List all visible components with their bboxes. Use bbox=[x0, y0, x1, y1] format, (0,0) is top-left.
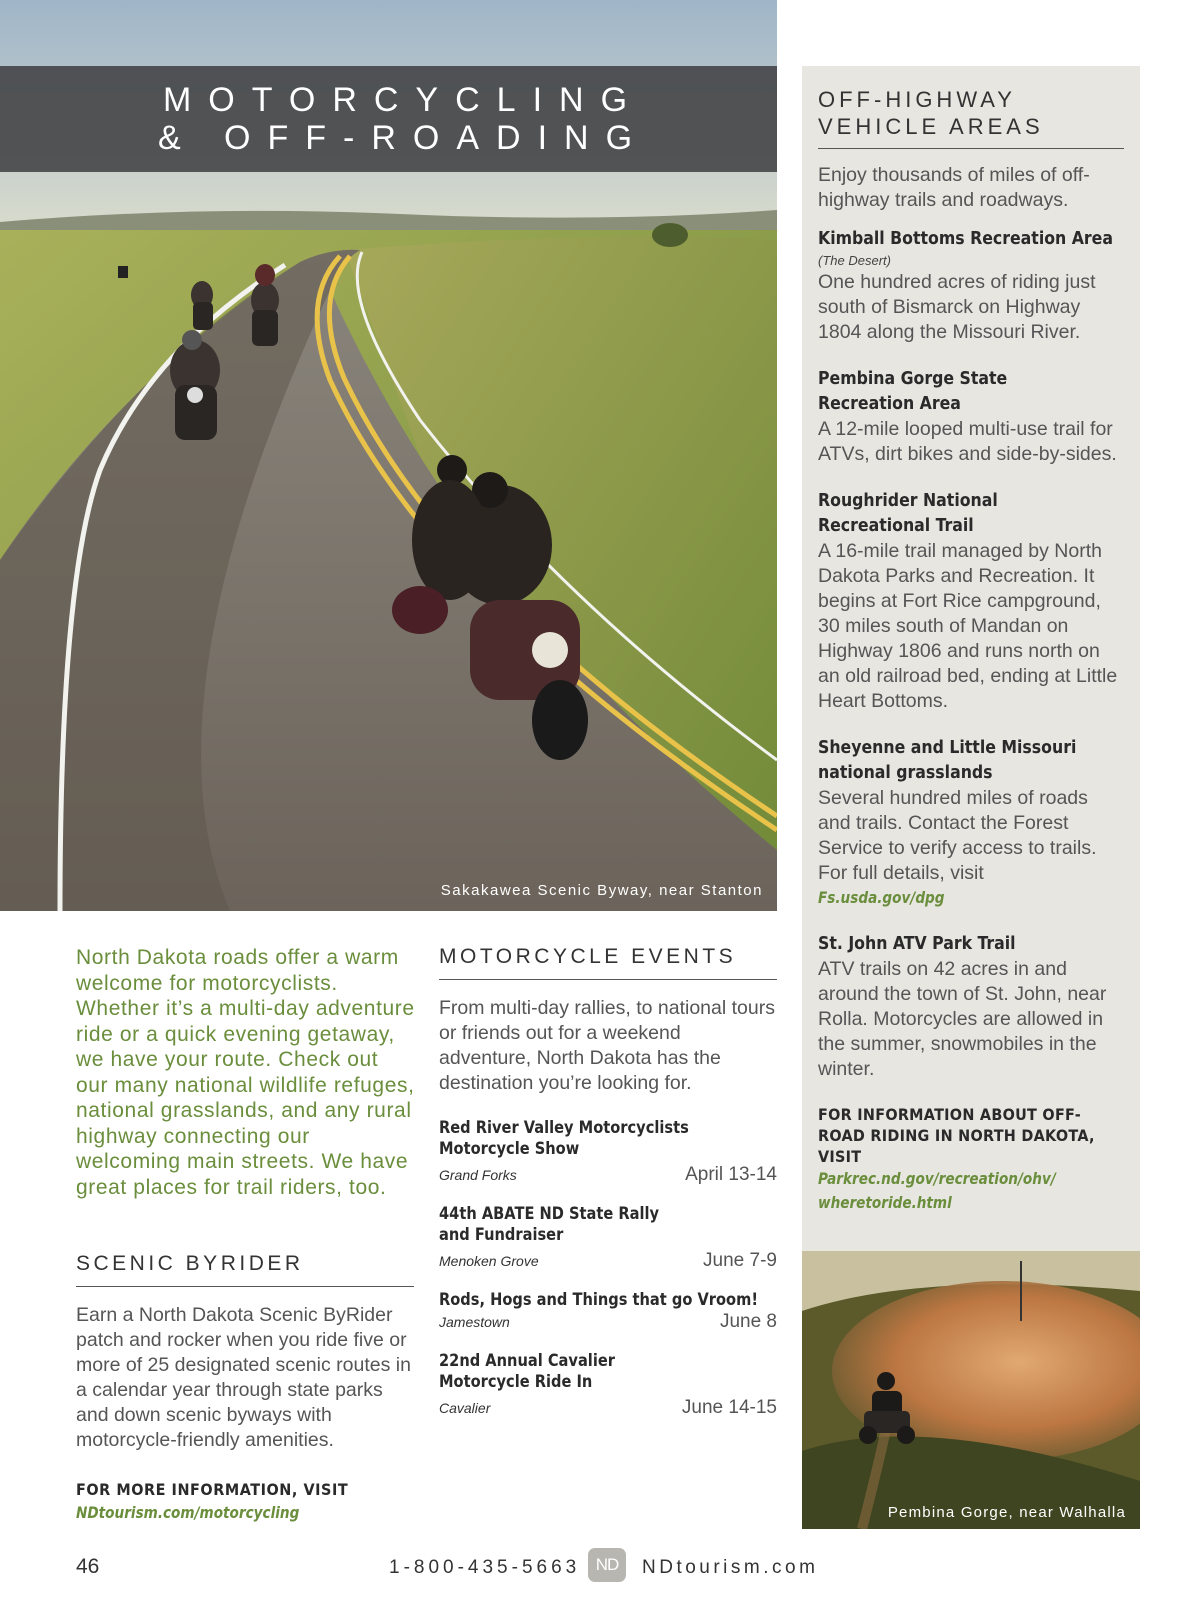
events-heading: MOTORCYCLE EVENTS bbox=[439, 945, 777, 980]
event-item bbox=[439, 1351, 777, 1419]
area-description: ATV trails on 42 acres in and around the town of St. John, near Rolla. Motorcycles are allowed in the summer, snowmobiles in the winter. bbox=[818, 958, 1107, 1080]
event-location: Cavalier bbox=[439, 1400, 491, 1416]
ndtourism-motorcycling-link[interactable]: NDtourism.com/motorcycling bbox=[76, 1503, 300, 1522]
event-date: June 8 bbox=[719, 1311, 777, 1332]
events-intro: From multi-day rallies, to national tours or friends out for a weekend adventure, North Dakota has the destination you’re looking for. bbox=[439, 997, 775, 1094]
area-title: Pembina Gorge State Recreation Area bbox=[818, 369, 1008, 414]
area-entry bbox=[818, 932, 1124, 1082]
footer-website[interactable]: NDtourism.com bbox=[642, 1557, 819, 1578]
usda-link[interactable]: Fs.usda.gov/dpg bbox=[818, 888, 945, 907]
event-location: Menoken Grove bbox=[439, 1253, 539, 1269]
area-entry bbox=[818, 227, 1124, 345]
event-item bbox=[439, 1118, 777, 1186]
event-date: June 7-9 bbox=[703, 1250, 777, 1271]
parkrec-link-line1[interactable]: Parkrec.nd.gov/recreation/ohv/ bbox=[818, 1169, 1056, 1188]
event-location: Jamestown bbox=[439, 1314, 510, 1330]
event-title: Rods, Hogs and Things that go Vroom! bbox=[439, 1290, 758, 1310]
area-description: Several hundred miles of roads and trails. Contact the Forest Service to verify access to trails. For full details, visit bbox=[818, 787, 1097, 884]
event-item bbox=[439, 1204, 777, 1272]
area-description: A 16-mile trail managed by North Dakota Parks and Recreation. It begins at Fort Rice campground, 30 miles south of Mandan on Highway 1806 and runs north on an old railroad bed, ending at Little Heart Bottoms. bbox=[818, 540, 1118, 712]
event-date: April 13-14 bbox=[685, 1164, 777, 1185]
area-entry bbox=[818, 489, 1124, 714]
atv-dust-illustration bbox=[802, 1251, 1140, 1529]
area-description: One hundred acres of riding just south of Bismarck on Highway 1804 along the Missouri River. bbox=[818, 271, 1096, 343]
parkrec-link-line2[interactable]: wheretoride.html bbox=[818, 1193, 952, 1212]
hero-photo-caption: Sakakawea Scenic Byway, near Stanton bbox=[440, 882, 763, 899]
area-title: Kimball Bottoms Recreation Area bbox=[818, 229, 1113, 249]
hero-photo bbox=[0, 0, 777, 911]
event-date: June 14-15 bbox=[681, 1397, 777, 1418]
area-description: A 12-mile looped multi-use trail for ATVs, dirt bikes and side-by-sides. bbox=[818, 418, 1117, 465]
atv-photo bbox=[802, 1251, 1140, 1529]
motorcycle-events-section bbox=[439, 945, 777, 1437]
offroad-info-title: FOR INFORMATION ABOUT OFF-ROAD RIDING IN NORTH DAKOTA, VISIT bbox=[818, 1105, 1095, 1166]
off-highway-sidebar bbox=[802, 66, 1140, 1251]
nd-logo: ND bbox=[588, 1548, 626, 1582]
area-title: Sheyenne and Little Missouri national grasslands bbox=[818, 738, 1077, 783]
area-title: Roughrider National Recreational Trail bbox=[818, 491, 998, 536]
title-banner bbox=[0, 66, 777, 172]
event-title: Red River Valley Motorcyclists Motorcycle Show bbox=[439, 1118, 689, 1159]
event-location: Grand Forks bbox=[439, 1167, 517, 1183]
area-entry bbox=[818, 367, 1124, 467]
area-subtitle: (The Desert) bbox=[818, 253, 891, 268]
sidebar-intro: Enjoy thousands of miles of off-highway trails and roadways. bbox=[818, 164, 1090, 211]
scenic-body: Earn a North Dakota Scenic ByRider patch and rocker when you ride five or more of 25 designated scenic routes in a calendar year through state parks and down scenic byways with motorcycle-friendly amenities. bbox=[76, 1304, 411, 1451]
footer-phone[interactable]: 1-800-435-5663 bbox=[389, 1557, 581, 1578]
more-info-title: FOR MORE INFORMATION, VISIT bbox=[76, 1480, 349, 1499]
event-title: 44th ABATE ND State Rally and Fundraiser bbox=[439, 1204, 660, 1245]
atv-photo-caption: Pembina Gorge, near Walhalla bbox=[887, 1504, 1126, 1521]
page-number: 46 bbox=[76, 1555, 100, 1578]
sidebar-heading: OFF-HIGHWAY VEHICLE AREAS bbox=[818, 86, 1124, 149]
area-entry bbox=[818, 736, 1124, 910]
scenic-byrider-section bbox=[76, 1252, 414, 1525]
scenic-heading: SCENIC BYRIDER bbox=[76, 1252, 414, 1287]
event-title: 22nd Annual Cavalier Motorcycle Ride In bbox=[439, 1351, 615, 1392]
page-title-line1: MOTORCYCLING bbox=[162, 81, 645, 119]
area-title: St. John ATV Park Trail bbox=[818, 934, 1016, 954]
rider-fourth bbox=[191, 281, 213, 330]
intro-paragraph: North Dakota roads offer a warm welcome for motorcyclists. Whether it’s a multi-day adventure ride or a quick evening getaway, we have your route. Check out our many national wildlife refuges, national grasslands, and any rural highway connecting our welcoming main streets. We have great places for trail riders, too. bbox=[76, 946, 415, 1199]
event-item bbox=[439, 1290, 777, 1333]
rider-fifth bbox=[255, 264, 275, 286]
page-title-line2: & OFF-ROADING bbox=[157, 119, 650, 157]
